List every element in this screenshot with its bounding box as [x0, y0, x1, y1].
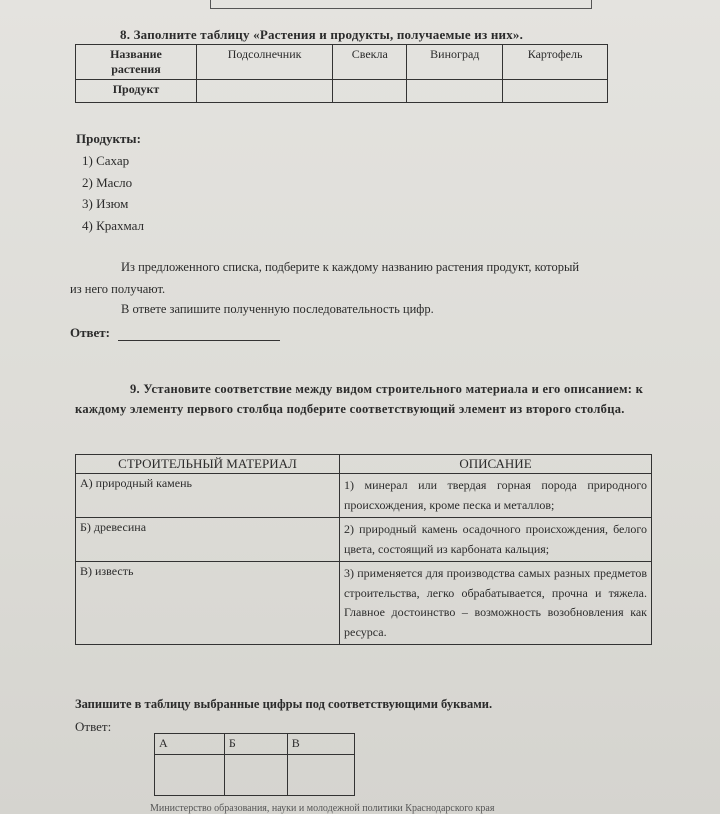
table-row: [76, 474, 652, 518]
answer-line[interactable]: [118, 340, 280, 341]
list-item: 4) Крахмал: [82, 217, 145, 233]
material-cell: Б) древесина: [76, 518, 340, 562]
product-answer-cell[interactable]: [503, 80, 608, 103]
table-row: [76, 80, 608, 103]
footer-text: Министерство образования, науки и молодежной политики Краснодарского края: [150, 803, 495, 814]
plant-cell: Картофель: [503, 45, 608, 80]
product-header: Продукт: [76, 80, 197, 103]
answer-cell[interactable]: [224, 755, 287, 796]
instruction-line-2: из него получают.: [70, 282, 166, 296]
material-cell: А) природный камень: [76, 474, 340, 518]
task9-instruction: Запишите в таблицу выбранные цифры под соответствующими буквами.: [75, 697, 493, 711]
list-item: 2) Масло: [82, 174, 133, 190]
table-row: [76, 562, 652, 645]
product-answer-cell[interactable]: [197, 80, 333, 103]
header-label-line1: Название: [110, 47, 162, 61]
plant-name-header: [76, 45, 197, 80]
task8-title: 8. Заполните таблицу «Растения и продукты, получаемые из них».: [120, 27, 524, 42]
task9-answer-label: Ответ:: [75, 719, 112, 734]
description-cell: 2) природный камень осадочного происхождения, белого цвета, состоящий из карбоната кальция;: [340, 518, 652, 562]
table-row: [76, 45, 608, 80]
product-answer-cell[interactable]: [407, 80, 503, 103]
instruction-line-1: Из предложенного списка, подберите к каждому названию растения продукт, который: [121, 260, 580, 274]
task8-table: [75, 44, 608, 103]
answer-col-header: Б: [224, 734, 287, 755]
task9-title: 9. Установите соответствие между видом строительного материала и его описанием: к каждому элементу первого столбца подберите соответствующий элемент из второго столбца.: [75, 382, 644, 416]
previous-table-edge: [210, 0, 592, 9]
table-row: [155, 755, 355, 796]
table-row: [155, 734, 355, 755]
material-header: СТРОИТЕЛЬНЫЙ МАТЕРИАЛ: [76, 455, 340, 474]
answer-label: Ответ:: [70, 325, 111, 340]
products-list: [82, 150, 144, 236]
plant-cell: Виноград: [407, 45, 503, 80]
material-cell: В) известь: [76, 562, 340, 645]
description-cell: 3) применяется для производства самых разных предметов строительства, легко обрабатывается, прочна и тяжела. Главное достоинство – возможность возобновления как ресурса.: [340, 562, 652, 645]
plant-cell: Свекла: [333, 45, 407, 80]
task9-answer-table: [154, 733, 355, 796]
list-item: 3) Изюм: [82, 196, 129, 211]
answer-col-header: В: [287, 734, 354, 755]
answer-col-header: А: [155, 734, 225, 755]
description-cell: 1) минерал или твердая горная порода природного происхождения, кроме песка и металлов;: [340, 474, 652, 518]
task9-table: [75, 454, 652, 645]
answer-cell[interactable]: [155, 755, 225, 796]
instruction-line-3: В ответе запишите полученную последовательность цифр.: [121, 302, 434, 316]
table-row: [76, 455, 652, 474]
header-label-line2: растения: [111, 62, 161, 76]
table-row: [76, 518, 652, 562]
plant-cell: Подсолнечник: [197, 45, 333, 80]
description-header: ОПИСАНИЕ: [340, 455, 652, 474]
answer-cell[interactable]: [287, 755, 354, 796]
products-title: Продукты:: [76, 131, 141, 146]
product-answer-cell[interactable]: [333, 80, 407, 103]
list-item: 1) Сахар: [82, 153, 130, 168]
